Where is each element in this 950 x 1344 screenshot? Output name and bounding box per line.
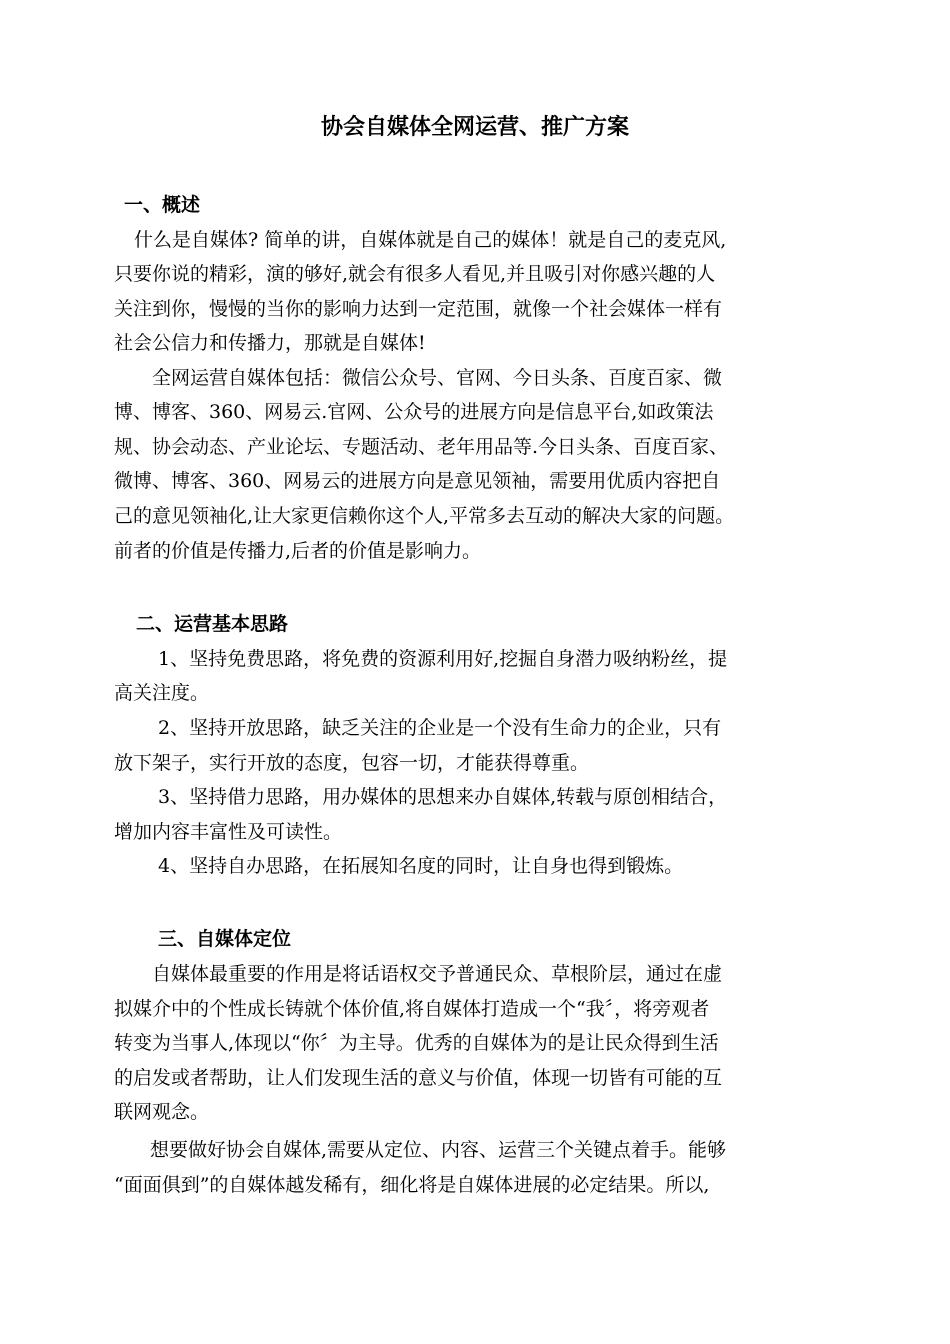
paragraph-line: 社会公信力和传播力，那就是自媒体! [114,332,426,354]
paragraph-line: 全网运营自媒体包括：微信公众号、官网、今日头条、百度百家、微 [152,367,723,389]
paragraph-line: 前者的价值是传播力,后者的价值是影响力。 [114,540,482,562]
paragraph-line: “面面俱到”的自媒体越发稀有，细化将是自媒体进展的必定结果。所以, [114,1174,710,1196]
paragraph-line: 己的意见领袖化,让大家更信赖你这个人,平常多去互动的解决大家的问题。 [114,505,735,527]
document-title: 协会自媒体全网运营、推广方案 [320,115,629,140]
paragraph-line: 自媒体最重要的作用是将话语权交予普通民众、草根阶层，通过在虚 [152,963,723,985]
paragraph-line: 联网观念。 [114,1101,210,1123]
paragraph-line: 的启发或者帮助，让人们发现生活的意义与价值，体现一切皆有可能的互 [114,1067,723,1089]
paragraph-line: 微博、博客、360、网易云的进展方向是意见领袖，需要用优质内容把自 [114,470,721,492]
list-item-continuation: 增加内容丰富性及可读性。 [114,821,343,843]
paragraph-line: 转变为当事人,体现以“你〞为主导。优秀的自媒体为的是让民众得到生活 [114,1032,719,1054]
section-heading-overview: 一、概述 [124,194,201,216]
paragraph-line: 博、博客、360、网易云.官网、公众号的进展方向是信息平台,如政策法 [114,401,714,423]
list-item: 1、坚持免费思路，将免费的资源利用好,挖掘自身潜力吸纳粉丝，提 [158,648,728,670]
paragraph-line: 规、协会动态、产业论坛、专题活动、老年用品等.今日头条、百度百家、 [114,436,729,458]
paragraph-line: 关注到你，慢慢的当你的影响力达到一定范围，就像一个社会媒体一样有 [114,298,723,320]
list-item: 4、坚持自办思路，在拓展知名度的同时，让自身也得到锻炼。 [158,855,684,877]
section-heading-operation-ideas: 二、运营基本思路 [136,613,289,635]
paragraph-line: 什么是自媒体? 简单的讲，自媒体就是自己的媒体！就是自己的麦克风, [134,229,727,251]
list-item: 2、坚持开放思路，缺乏关注的企业是一个没有生命力的企业，只有 [158,717,722,739]
paragraph-line: 只要你说的精彩，演的够好,就会有很多人看见,并且吸引对你感兴趣的人 [114,263,716,285]
paragraph-line: 想要做好协会自媒体,需要从定位、内容、运营三个关键点着手。能够 [150,1139,727,1161]
list-item-continuation: 放下架子，实行开放的态度，包容一切，才能获得尊重。 [114,752,590,774]
list-item: 3、坚持借力思路，用办媒体的思想来办自媒体,转载与原创相结合， [158,786,728,808]
section-heading-positioning: 三、自媒体定位 [158,928,292,950]
list-item-continuation: 高关注度。 [114,682,210,704]
paragraph-line: 拟媒介中的个性成长铸就个体价值,将自媒体打造成一个“我〞，将旁观者 [114,998,710,1020]
